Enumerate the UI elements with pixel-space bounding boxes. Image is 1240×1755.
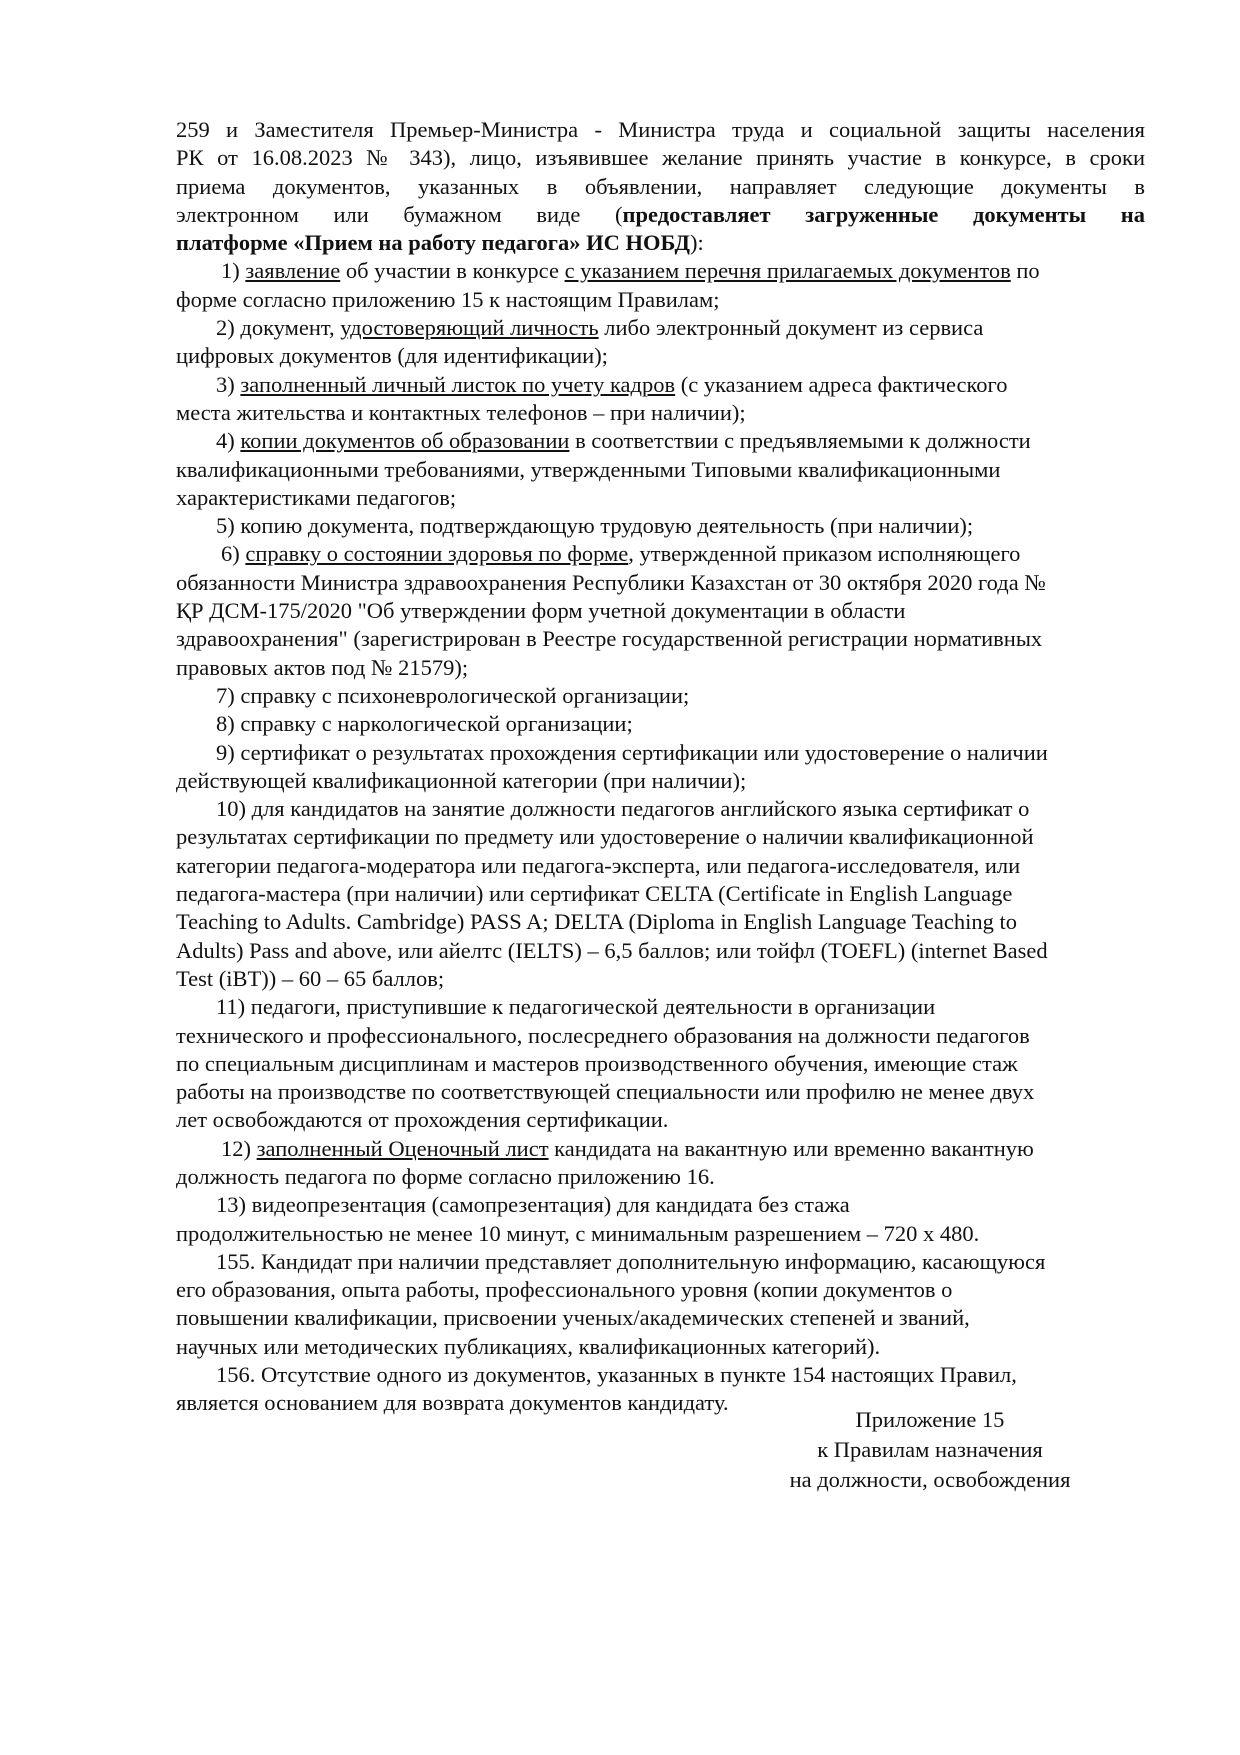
item-line: педагога-мастера (при наличии) или сертификат CELTA (Certificate in English Language	[176, 881, 1013, 907]
item-line: по специальным дисциплинам и мастеров производственного обучения, имеющие стаж	[176, 1050, 1018, 1076]
appendix-line: к Правилам назначения	[817, 1437, 1043, 1462]
list-item-11	[176, 993, 1145, 1134]
item-text: 2) документ,	[216, 315, 341, 341]
item-line: 5) копию документа, подтверждающую трудовую деятельность (при наличии);	[216, 513, 974, 539]
item-text: 4)	[216, 428, 241, 454]
list-item-13	[176, 1191, 1145, 1248]
item-line: повышении квалификации, присвоении ученых/академических степеней и званий,	[176, 1305, 970, 1331]
list-item-4	[176, 427, 1145, 512]
item-line: правовых актов под № 21579);	[176, 654, 469, 680]
item-line: места жительства и контактных телефонов – при наличии);	[176, 399, 746, 425]
underlined-term: справку о состоянии здоровья по форме	[245, 541, 629, 567]
item-line: Teaching to Adults. Cambridge) PASS A; DELTA (Diploma in English Language Teaching to	[176, 909, 1018, 935]
intro-bold-text: предоставляет загруженные документы на	[622, 201, 1145, 227]
item-text: по	[1010, 258, 1040, 284]
underlined-term: заполненный Оценочный лист	[256, 1135, 549, 1161]
intro-line	[176, 229, 1145, 257]
intro-line	[176, 201, 1145, 229]
item-line: форме согласно приложению 15 к настоящим Правилам;	[176, 286, 720, 312]
item-line: характеристиками педагогов;	[176, 484, 457, 510]
appendix-heading	[720, 1405, 1140, 1495]
intro-plain-text: ):	[689, 230, 704, 256]
item-text: 3)	[216, 371, 241, 397]
item-line: работы на производстве по соответствующей специальности или профилю не менее двух	[176, 1079, 1035, 1105]
list-item-10	[176, 795, 1145, 993]
item-line: результатах сертификации по предмету или удостоверение о наличии квалификационной	[176, 824, 1034, 850]
intro-bold-text: платформе «Прием на работу педагога» ИС НОБД	[176, 230, 690, 256]
item-line	[176, 427, 1145, 455]
list-item-3	[176, 371, 1145, 428]
item-line: 9) сертификат о результатах прохождения сертификации или удостоверение о наличии	[216, 739, 1048, 765]
list-item-1	[176, 257, 1145, 314]
list-item-2	[176, 314, 1145, 371]
list-item-12	[176, 1135, 1145, 1192]
list-item-9	[176, 739, 1145, 796]
item-line: 156. Отсутствие одного из документов, указанных в пункте 154 настоящих Правил,	[216, 1362, 1017, 1388]
item-text: кандидата на вакантную или временно вакантную	[548, 1135, 1034, 1161]
item-line: является основанием для возврата документов кандидату.	[176, 1390, 729, 1416]
item-line: ҚР ДСМ-175/2020 "Об утверждении форм учетной документации в области	[176, 598, 906, 624]
item-line: цифровых документов (для идентификации);	[176, 343, 608, 369]
underlined-term: с указанием перечня прилагаемых документов	[564, 258, 1011, 284]
item-line	[176, 540, 1145, 568]
item-line: категории педагога-модератора или педагога-эксперта, или педагога-исследователя, или	[176, 852, 1021, 878]
intro-line: приема документов, указанных в объявлении, направляет следующие документы в	[176, 173, 1145, 199]
item-line: 13) видеопрезентация (самопрезентация) для кандидата без стажа	[216, 1192, 850, 1218]
item-line: 155. Кандидат при наличии представляет дополнительную информацию, касающуюся	[216, 1248, 1046, 1274]
appendix-line: на должности, освобождения	[789, 1467, 1071, 1492]
underlined-term: удостоверяющий личность	[340, 315, 599, 341]
list-item-6	[176, 540, 1145, 681]
item-line: Adults) Pass and above, или айелтс (IELTS) – 6,5 баллов; или тойфл (TOEFL) (internet Based	[176, 937, 1048, 963]
item-text: 6)	[221, 541, 246, 567]
document-body	[176, 116, 1145, 1418]
item-line: лет освобождаются от прохождения сертификации.	[176, 1107, 669, 1133]
item-line: 11) педагоги, приступившие к педагогической деятельности в организации	[216, 994, 936, 1020]
intro-line: 259 и Заместителя Премьер-Министра - Министра труда и социальной защиты населения	[176, 117, 1145, 142]
item-line: здравоохранения" (зарегистрирован в Реестре государственной регистрации нормативных	[176, 626, 1043, 652]
item-text: либо электронный документ из сервиса	[598, 315, 984, 341]
item-line: технического и профессионального, послесреднего образования на должности педагогов	[176, 1022, 1030, 1048]
intro-paragraph	[176, 116, 1145, 257]
item-line	[176, 257, 1145, 285]
intro-plain-text: электронном или бумажном виде (	[176, 201, 623, 227]
item-line: обязанности Министра здравоохранения Республики Казахстан от 30 октября 2020 года №	[176, 569, 1046, 595]
item-text: , утвержденной приказом исполняющего	[628, 541, 1021, 567]
item-line: должность педагога по форме согласно приложению 16.	[176, 1163, 715, 1189]
underlined-term: заявление	[245, 258, 341, 284]
paragraph-155	[176, 1248, 1145, 1361]
item-text: (с указанием адреса фактического	[675, 371, 1008, 397]
list-item-8	[176, 710, 1145, 738]
item-line: научных или методических публикациях, квалификационных категорий).	[176, 1333, 881, 1359]
item-line: 10) для кандидатов на занятие должности педагогов английского языка сертификат о	[216, 796, 1030, 822]
item-text: об участии в конкурсе	[340, 258, 565, 284]
item-line: Test (iBT)) – 60 – 65 баллов;	[176, 965, 445, 991]
underlined-term: заполненный личный листок по учету кадров	[240, 371, 676, 397]
underlined-term: копии документов об образовании	[240, 428, 570, 454]
item-line	[176, 1135, 1145, 1163]
item-line: 7) справку с психоневрологической организации;	[216, 682, 690, 708]
item-line: действующей квалификационной категории (при наличии);	[176, 767, 747, 793]
item-text: 12)	[221, 1135, 257, 1161]
item-text: 1)	[221, 258, 246, 284]
appendix-line: Приложение 15	[855, 1407, 1005, 1432]
item-line: квалификационными требованиями, утвержденными Типовыми квалификационными	[176, 456, 1001, 482]
item-line	[176, 371, 1145, 399]
item-line: 8) справку с наркологической организации;	[216, 711, 633, 737]
intro-line: РК от 16.08.2023 № 343), лицо, изъявившее желание принять участие в конкурсе, в сроки	[176, 145, 1145, 171]
list-item-7	[176, 682, 1145, 710]
item-line: продолжительностью не менее 10 минут, с минимальным разрешением – 720 х 480.	[176, 1220, 980, 1246]
item-line	[176, 314, 1145, 342]
item-text: в соответствии с предъявляемыми к должности	[569, 428, 1031, 454]
item-line: его образования, опыта работы, профессионального уровня (копии документов о	[176, 1277, 953, 1303]
list-item-5	[176, 512, 1145, 540]
